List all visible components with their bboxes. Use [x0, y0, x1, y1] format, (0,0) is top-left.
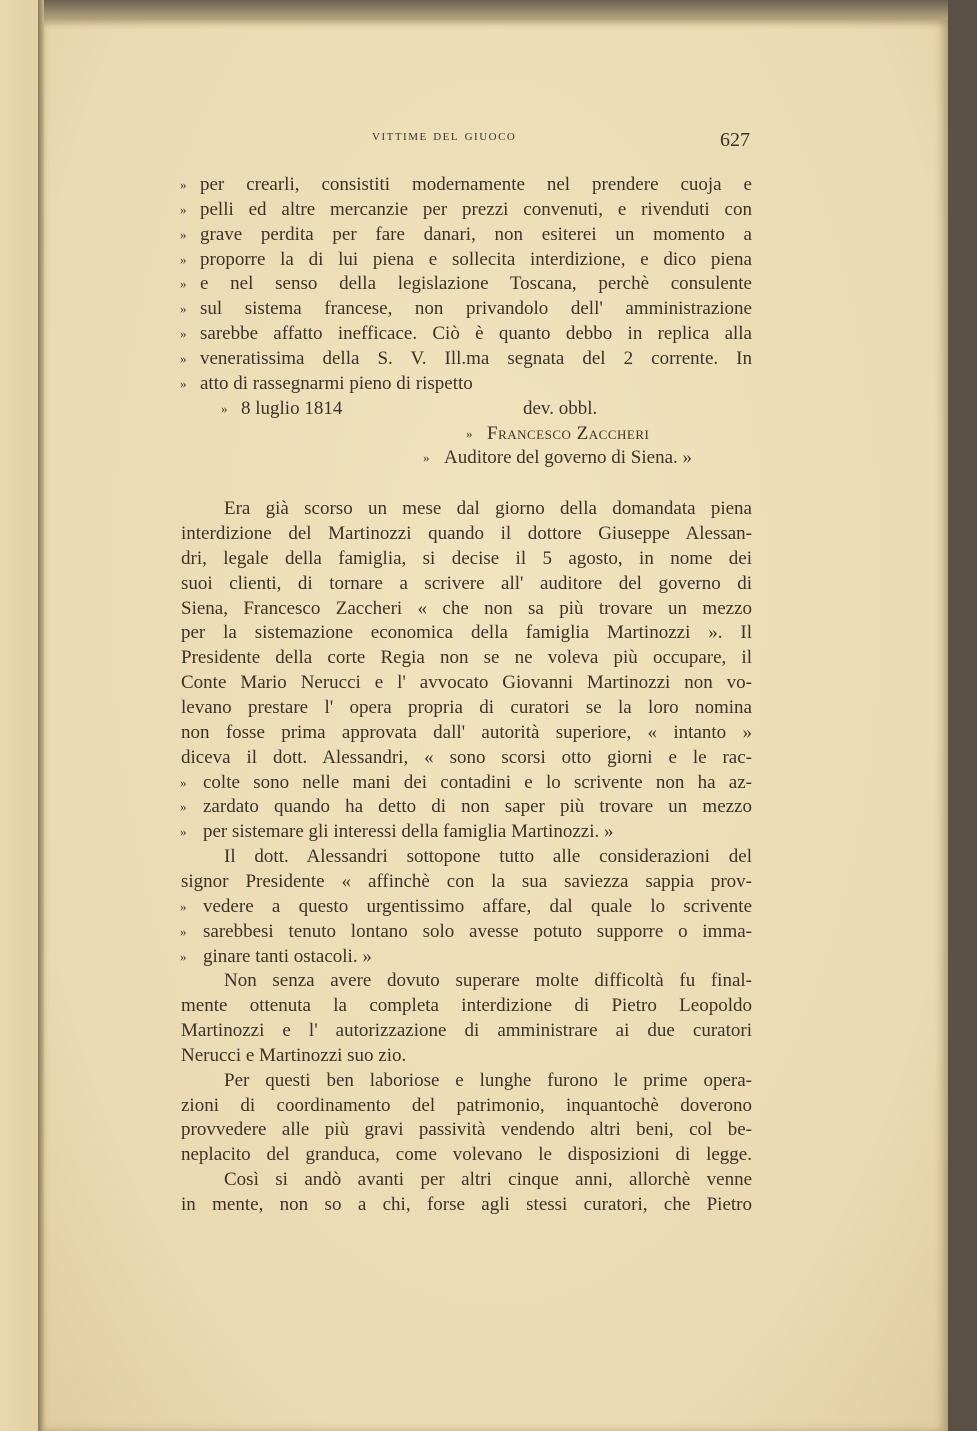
quoted-line: ginare tanti ostacoli. »: [203, 945, 372, 967]
paragraph-line: dri, legale della famiglia, si decise il 5 agosto, in nome dei: [181, 547, 752, 569]
quoted-line: atto di rassegnarmi pieno di rispetto: [200, 372, 473, 394]
paragraph-line: Martinozzi e l' autorizzazione di amministrare ai due curatori: [181, 1020, 752, 1042]
quoted-line: per sistemare gli interessi della famiglia Martinozzi. »: [203, 821, 614, 843]
paragraph-first-line: Non senza avere dovuto superare molte difficoltà fu final-: [224, 970, 752, 992]
quote-mark: »: [180, 375, 187, 391]
paragraph-line: provvedere alle più gravi passività vendendo altri beni, col be-: [181, 1119, 752, 1141]
quote-mark: »: [180, 226, 187, 242]
quote-mark: »: [180, 326, 187, 342]
quote-mark: »: [180, 350, 187, 366]
quoted-line: sul sistema francese, non privandolo dell' amministrazione: [200, 298, 752, 320]
paragraph-first-line: Il dott. Alessandri sottopone tutto alle considerazioni del: [224, 846, 752, 868]
paragraph-line: diceva il dott. Alessandri, « sono scorsi otto giorni e le rac-: [181, 746, 752, 768]
paragraph-line: suoi clienti, di tornare a scrivere all' auditore del governo di: [181, 572, 752, 594]
paragraph-line: interdizione del Martinozzi quando il dottore Giuseppe Alessan-: [181, 523, 752, 545]
letter-signature: Francesco Zaccheri: [487, 422, 650, 444]
paragraph-line: signor Presidente « affinchè con la sua saviezza sappia prov-: [181, 870, 752, 892]
quoted-line: e nel senso della legislazione Toscana, perchè consulente: [200, 273, 752, 295]
quoted-line: veneratissima della S. V. Ill.ma segnata del 2 corrente. In: [200, 347, 752, 369]
quoted-line: sarebbe affatto inefficace. Ciò è quanto debbo in replica alla: [200, 323, 752, 345]
paragraph-line: Siena, Francesco Zaccheri « che non sa più trovare un mezzo: [181, 597, 752, 619]
quote-mark: »: [180, 251, 187, 267]
page-top-edge: [44, 0, 948, 20]
quote-mark: »: [466, 425, 473, 441]
letter-date: 8 luglio 1814: [241, 397, 343, 419]
quoted-line: per crearli, consistiti modernamente nel prendere cuoja e: [200, 174, 752, 195]
paragraph-line: mente ottenuta la completa interdizione di Pietro Leopoldo: [181, 995, 752, 1017]
quoted-line: pelli ed altre mercanzie per prezzi convenuti, e rivenduti con: [200, 198, 752, 220]
quote-mark: »: [180, 948, 187, 964]
letter-closing: dev. obbl.: [523, 397, 598, 419]
quoted-line: colte sono nelle mani dei contadini e lo scrivente non ha az-: [203, 771, 752, 793]
quote-mark: »: [180, 799, 187, 815]
quote-mark: »: [180, 923, 187, 939]
quote-mark: »: [423, 450, 430, 466]
quote-mark: »: [180, 301, 187, 317]
signatory-title: Auditore del governo di Siena. »: [444, 447, 693, 469]
facing-page-edge: [0, 0, 38, 1431]
quote-mark: »: [180, 201, 187, 217]
paragraph-first-line: Così si andò avanti per altri cinque anni, allorchè venne: [224, 1169, 752, 1191]
running-header-title: vittime del giuoco: [372, 127, 517, 144]
quote-mark: »: [221, 400, 228, 416]
paragraph-line: neplacito del granduca, come volevano le disposizioni di legge.: [181, 1144, 752, 1166]
quoted-line: sarebbesi tenuto lontano solo avesse potuto supporre o imma-: [203, 920, 752, 942]
paragraph-line: zioni di coordinamento del patrimonio, inquantochè doverono: [181, 1094, 752, 1116]
paragraph-line: in mente, non so a chi, forse agli stessi curatori, che Pietro: [181, 1194, 752, 1215]
paragraph-line: levano prestare l' opera propria di curatori se la loro nomina: [181, 697, 752, 718]
quote-mark: »: [180, 824, 187, 840]
paragraph-line: Nerucci e Martinozzi suo zio.: [181, 1044, 407, 1066]
paragraph-first-line: Era già scorso un mese dal giorno della domandata piena: [224, 498, 752, 520]
paragraph-first-line: Per questi ben laboriose e lunghe furono le prime opera-: [224, 1069, 752, 1091]
quote-mark: »: [180, 898, 187, 914]
quote-mark: »: [180, 774, 187, 790]
paragraph-line: Presidente della corte Regia non se ne voleva più occupare, il: [181, 647, 752, 669]
quoted-line: zardato quando ha detto di non saper più trovare un mezzo: [203, 796, 752, 818]
paragraph-line: non fosse prima approvata dall' autorità superiore, « intanto »: [181, 721, 752, 743]
quoted-line: vedere a questo urgentissimo affare, dal quale lo scrivente: [203, 895, 752, 917]
page-number: 627: [720, 129, 750, 151]
quoted-line: proporre la di lui piena e sollecita interdizione, e dico piena: [200, 248, 752, 270]
paragraph-line: per la sistemazione economica della famiglia Martinozzi ». Il: [181, 622, 752, 644]
quoted-line: grave perdita per fare danari, non esiterei un momento a: [200, 223, 752, 245]
paragraph-line: Conte Mario Nerucci e l' avvocato Giovanni Martinozzi non vo-: [181, 672, 752, 694]
quote-mark: »: [180, 276, 187, 292]
quote-mark: »: [180, 177, 187, 192]
